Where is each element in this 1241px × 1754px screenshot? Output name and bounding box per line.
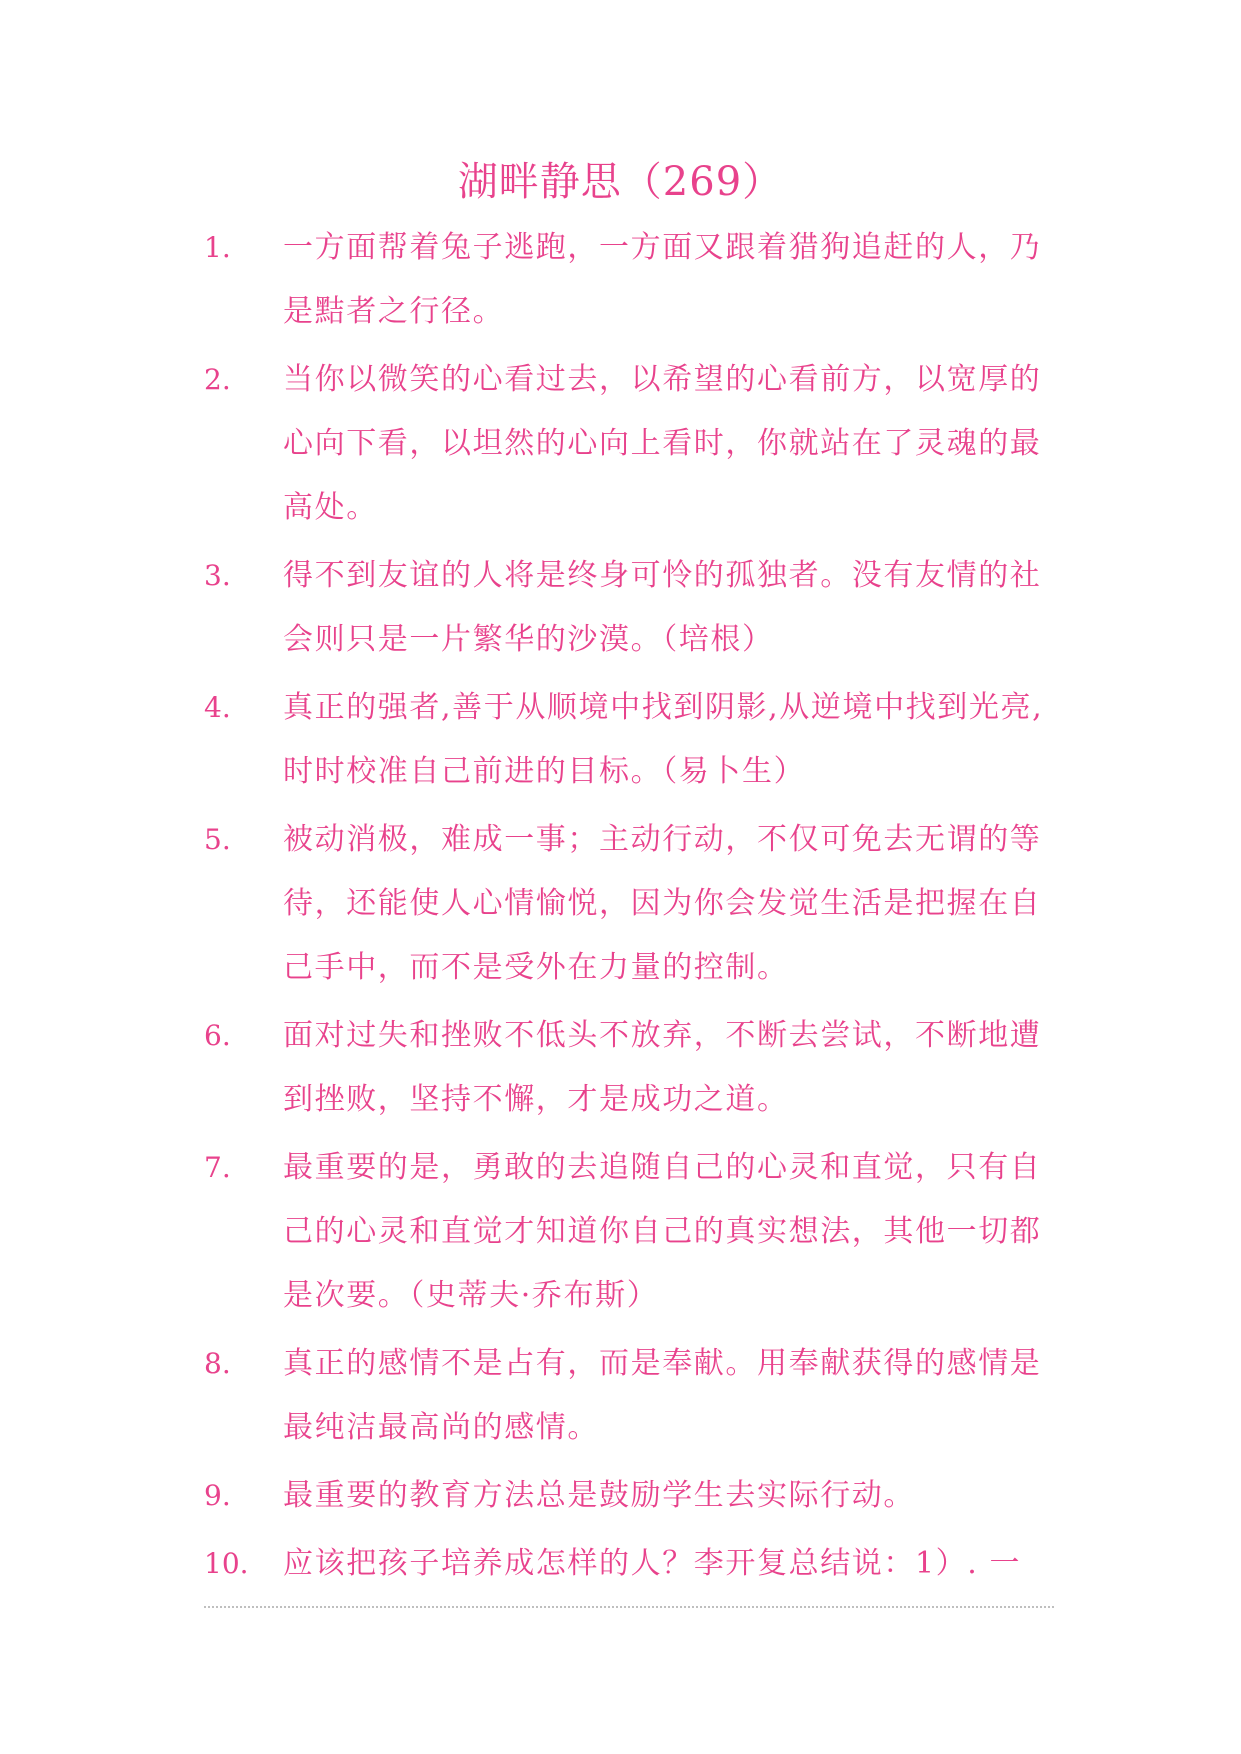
list-item xyxy=(0,1532,1241,1596)
item-text: 真正的强者,善于从顺境中找到阴影,从逆境中找到光亮,时时校准自己前进的目标。（易卜生） xyxy=(283,690,1044,789)
page-title: 湖畔静思（269） xyxy=(457,159,784,205)
item-number: 8. xyxy=(204,1347,231,1380)
item-text: 被动消极，难成一事；主动行动，不仅可免去无谓的等待，还能使人心情愉悦，因为你会发觉生活是把握在自己手中，而不是受外在力量的控制。 xyxy=(283,822,1042,985)
item-number: 5. xyxy=(204,823,231,856)
item-number: 6. xyxy=(204,1019,231,1052)
list-item xyxy=(0,1004,1241,1132)
item-number: 3. xyxy=(204,559,231,592)
item-text: 面对过失和挫败不低头不放弃，不断去尝试，不断地遭到挫败，坚持不懈，才是成功之道。 xyxy=(283,1018,1042,1117)
list-item xyxy=(0,808,1241,1000)
list-item xyxy=(0,544,1241,672)
quote-list xyxy=(0,216,1241,1600)
list-item xyxy=(0,216,1241,344)
item-number: 1. xyxy=(204,231,231,264)
list-item xyxy=(0,348,1241,540)
item-number: 2. xyxy=(204,363,231,396)
list-item xyxy=(0,1332,1241,1460)
list-item xyxy=(0,676,1241,804)
item-number: 4. xyxy=(204,691,231,724)
item-number: 7. xyxy=(204,1151,231,1184)
item-text: 最重要的教育方法总是鼓励学生去实际行动。 xyxy=(283,1478,915,1513)
list-item xyxy=(0,1464,1241,1528)
item-text: 真正的感情不是占有，而是奉献。用奉献获得的感情是最纯洁最高尚的感情。 xyxy=(283,1346,1042,1445)
item-number: 9. xyxy=(204,1479,231,1512)
item-text: 最重要的是，勇敢的去追随自己的心灵和直觉，只有自己的心灵和直觉才知道你自己的真实想法，其他一切都是次要。（史蒂夫·乔布斯） xyxy=(283,1150,1042,1313)
footer-divider xyxy=(204,1606,1054,1608)
item-text: 得不到友谊的人将是终身可怜的孤独者。没有友情的社会则只是一片繁华的沙漠。（培根） xyxy=(283,558,1042,657)
item-text: 一方面帮着兔子逃跑，一方面又跟着猎狗追赶的人，乃是黠者之行径。 xyxy=(283,230,1042,329)
item-number: 10. xyxy=(204,1547,249,1580)
item-text: 当你以微笑的心看过去，以希望的心看前方，以宽厚的心向下看，以坦然的心向上看时，你就站在了灵魂的最高处。 xyxy=(283,362,1042,525)
item-text: 应该把孩子培养成怎样的人？李开复总结说：1）. 一 xyxy=(283,1546,1022,1581)
list-item xyxy=(0,1136,1241,1328)
